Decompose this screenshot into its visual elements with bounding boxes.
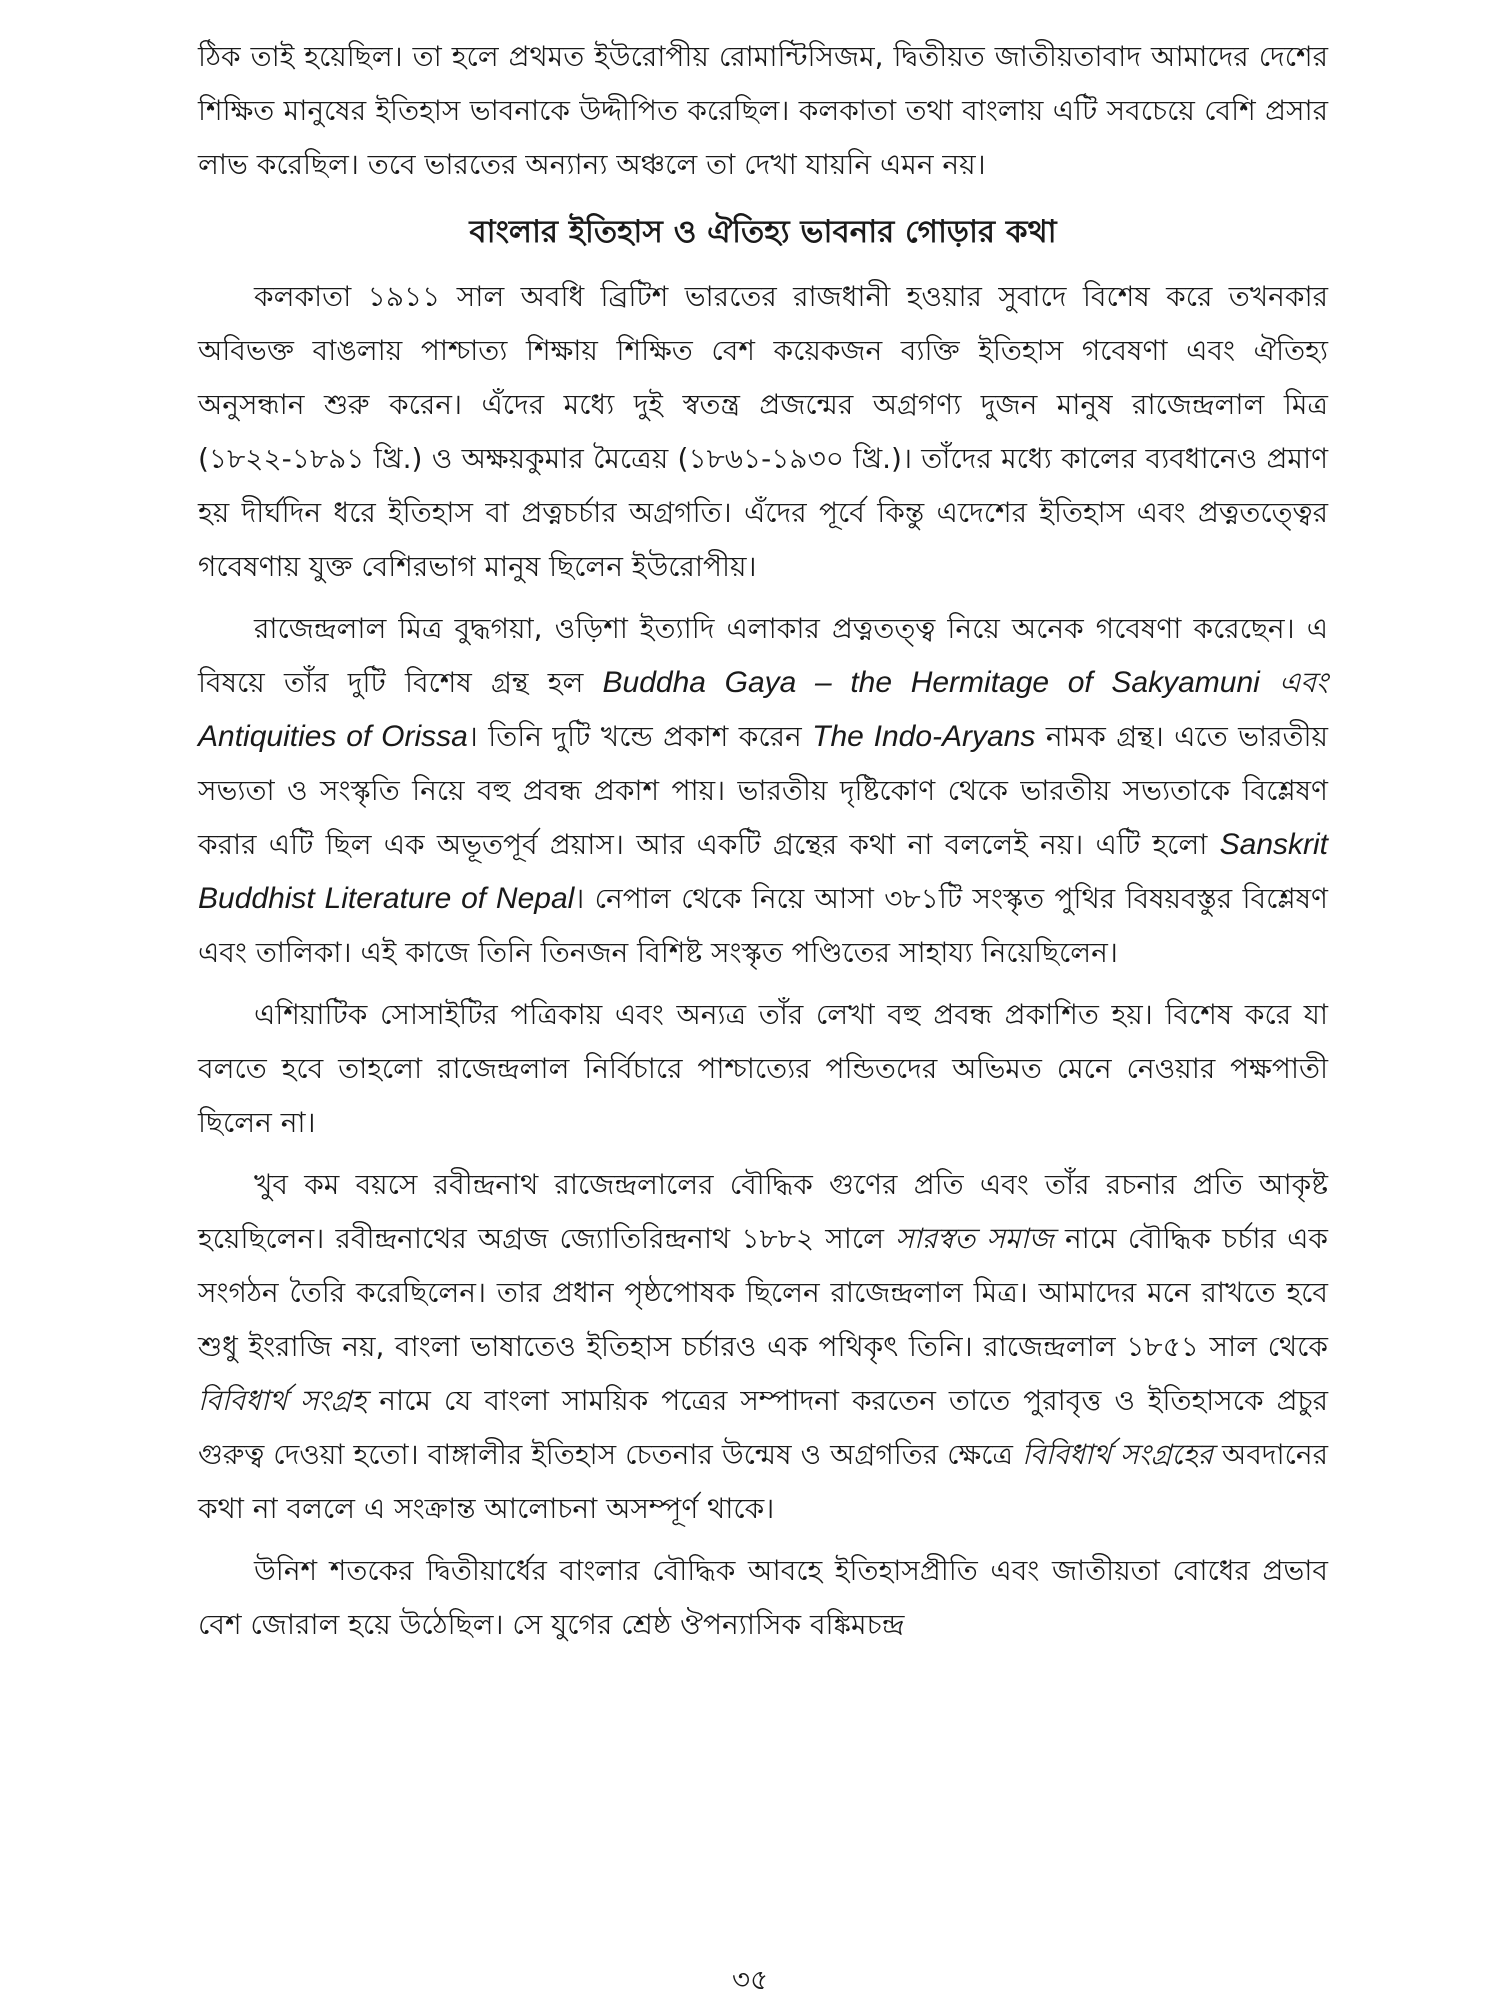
page-body [198,30,1328,1652]
paragraph-3 [198,602,1328,980]
paragraph-5-text-2: নামে বৌদ্ধিক চর্চার এক সংগঠন তৈরি করেছিলেন। তার প্রধান পৃষ্ঠপোষক ছিলেন রাজেন্দ্রলাল মিত্র। আমাদের মনে রাখতে হবে শুধু ইংরাজি নয়, বাংলা ভাষাতেও ইতিহাস চর্চারও এক পথিকৃৎ তিনি। রাজেন্দ্রলাল ১৮৫১ সাল থেকে [198,1222,1328,1363]
paragraph-6: উনিশ শতকের দ্বিতীয়ার্ধের বাংলার বৌদ্ধিক আবহে ইতিহাসপ্রীতি এবং জাতীয়তা বোধের প্রভাব বেশ জোরাল হয়ে উঠেছিল। সে যুগের শ্রেষ্ঠ ঔপন্যাসিক বঙ্কিমচন্দ্র [198,1554,1328,1641]
book-title-indo-aryans: The Indo-Aryans [812,720,1036,753]
journal-bibidhartha-sangraha: বিবিধার্থ সংগ্রহ [198,1384,367,1417]
paragraph-3-text-2: । তিনি দুটি খন্ডে প্রকাশ করেন [467,720,813,753]
book-title-antiquities-of-orissa: Antiquities of Orissa [198,720,468,753]
paragraph-5-text-1: খুব কম বয়সে রবীন্দ্রনাথ রাজেন্দ্রলালের বৌদ্ধিক গুণের প্রতি এবং তাঁর রচনার প্রতি আকৃষ্ট হয়েছিলেন। রবীন্দ্রনাথের অগ্রজ জ্যোতিরিন্দ্রনাথ ১৮৮২ সালে [198,1168,1328,1255]
journal-bibidhartha-sangraha-genitive: বিবিধার্থ সংগ্রহের [1021,1438,1213,1471]
book-title-sanskrit-buddhist-literature: Sanskrit Buddhist Literature of Nepal [198,828,1328,915]
paragraph-5 [198,1158,1328,1536]
paragraph-3-text-1: রাজেন্দ্রলাল মিত্র বুদ্ধগয়া, ওড়িশা ইত্যাদি এলাকার প্রত্নতত্ত্ব নিয়ে অনেক গবেষণা করেছেন। এ বিষয়ে তাঁর দুটি বিশেষ গ্রন্থ হল [198,612,1328,699]
paragraph-1: ঠিক তাই হয়েছিল। তা হলে প্রথমত ইউরোপীয় রোমান্টিসিজম, দ্বিতীয়ত জাতীয়তাবাদ আমাদের দেশের শিক্ষিত মানুষের ইতিহাস ভাবনাকে উদ্দীপিত করেছিল। কলকাতা তথা বাংলায় এটি সবচেয়ে বেশি প্রসার লাভ করেছিল। তবে ভারতের অন্যান্য অঞ্চলে তা দেখা যায়নি এমন নয়। [198,40,1328,181]
conjunction-and: এবং [1259,666,1328,699]
page-number: ৩৫ [731,1963,769,1996]
paragraph-5-text-4: অবদানের কথা না বললে এ সংক্রান্ত আলোচনা অসম্পূর্ণ থাকে। [198,1438,1329,1525]
journal-saraswat-samaj: সারস্বত সমাজ [895,1222,1054,1255]
paragraph-2: কলকাতা ১৯১১ সাল অবধি ব্রিটিশ ভারতের রাজধানী হওয়ার সুবাদে বিশেষ করে তখনকার অবিভক্ত বাঙলায় পাশ্চাত্য শিক্ষায় শিক্ষিত বেশ কয়েকজন ব্যক্তি ইতিহাস গবেষণা এবং ঐতিহ্য অনুসন্ধান শুরু করেন। এঁদের মধ্যে দুই স্বতন্ত্র প্রজন্মের অগ্রগণ্য দুজন মানুষ রাজেন্দ্রলাল মিত্র (১৮২২-১৮৯১ খ্রি.) ও অক্ষয়কুমার মৈত্রেয় (১৮৬১-১৯৩০ খ্রি.)। তাঁদের মধ্যে কালের ব্যবধানেও প্রমাণ হয় দীর্ঘদিন ধরে ইতিহাস বা প্রত্নচর্চার অগ্রগতি। এঁদের পূর্বে কিন্তু এদেশের ইতিহাস এবং প্রত্নতত্ত্বের গবেষণায় যুক্ত বেশিরভাগ মানুষ ছিলেন ইউরোপীয়। [198,280,1328,583]
section-heading: বাংলার ইতিহাস ও ঐতিহ্য ভাবনার গোড়ার কথা [469,214,1057,250]
paragraph-3-text-3: নামক গ্রন্থ। এতে ভারতীয় সভ্যতা ও সংস্কৃতি নিয়ে বহু প্রবন্ধ প্রকাশ পায়। ভারতীয় দৃষ্টিকোণ থেকে ভারতীয় সভ্যতাকে বিশ্লেষণ করার এটি ছিল এক অভূতপূর্ব প্রয়াস। আর একটি গ্রন্থের কথা না বললেই নয়। এটি হলো [198,720,1329,861]
paragraph-3-text-4: । নেপাল থেকে নিয়ে আসা ৩৮১টি সংস্কৃত পুথির বিষয়বস্তুর বিশ্লেষণ এবং তালিকা। এই কাজে তিনি তিনজন বিশিষ্ট সংস্কৃত পণ্ডিতের সাহায্য নিয়েছিলেন। [198,882,1328,969]
book-title-buddha-gaya: Buddha Gaya – the Hermitage of Sakyamuni [602,666,1260,699]
paragraph-4: এশিয়াটিক সোসাইটির পত্রিকায় এবং অন্যত্র তাঁর লেখা বহু প্রবন্ধ প্রকাশিত হয়। বিশেষ করে যা বলতে হবে তাহলো রাজেন্দ্রলাল নির্বিচারে পাশ্চাত্যের পন্ডিতদের অভিমত মেনে নেওয়ার পক্ষপাতী ছিলেন না। [198,998,1328,1139]
paragraph-5-text-3: নামে যে বাংলা সাময়িক পত্রের সম্পাদনা করতেন তাতে পুরাবৃত্ত ও ইতিহাসকে প্রচুর গুরুত্ব দেওয়া হতো। বাঙ্গালীর ইতিহাস চেতনার উন্মেষ ও অগ্রগতির ক্ষেত্রে [198,1384,1329,1471]
